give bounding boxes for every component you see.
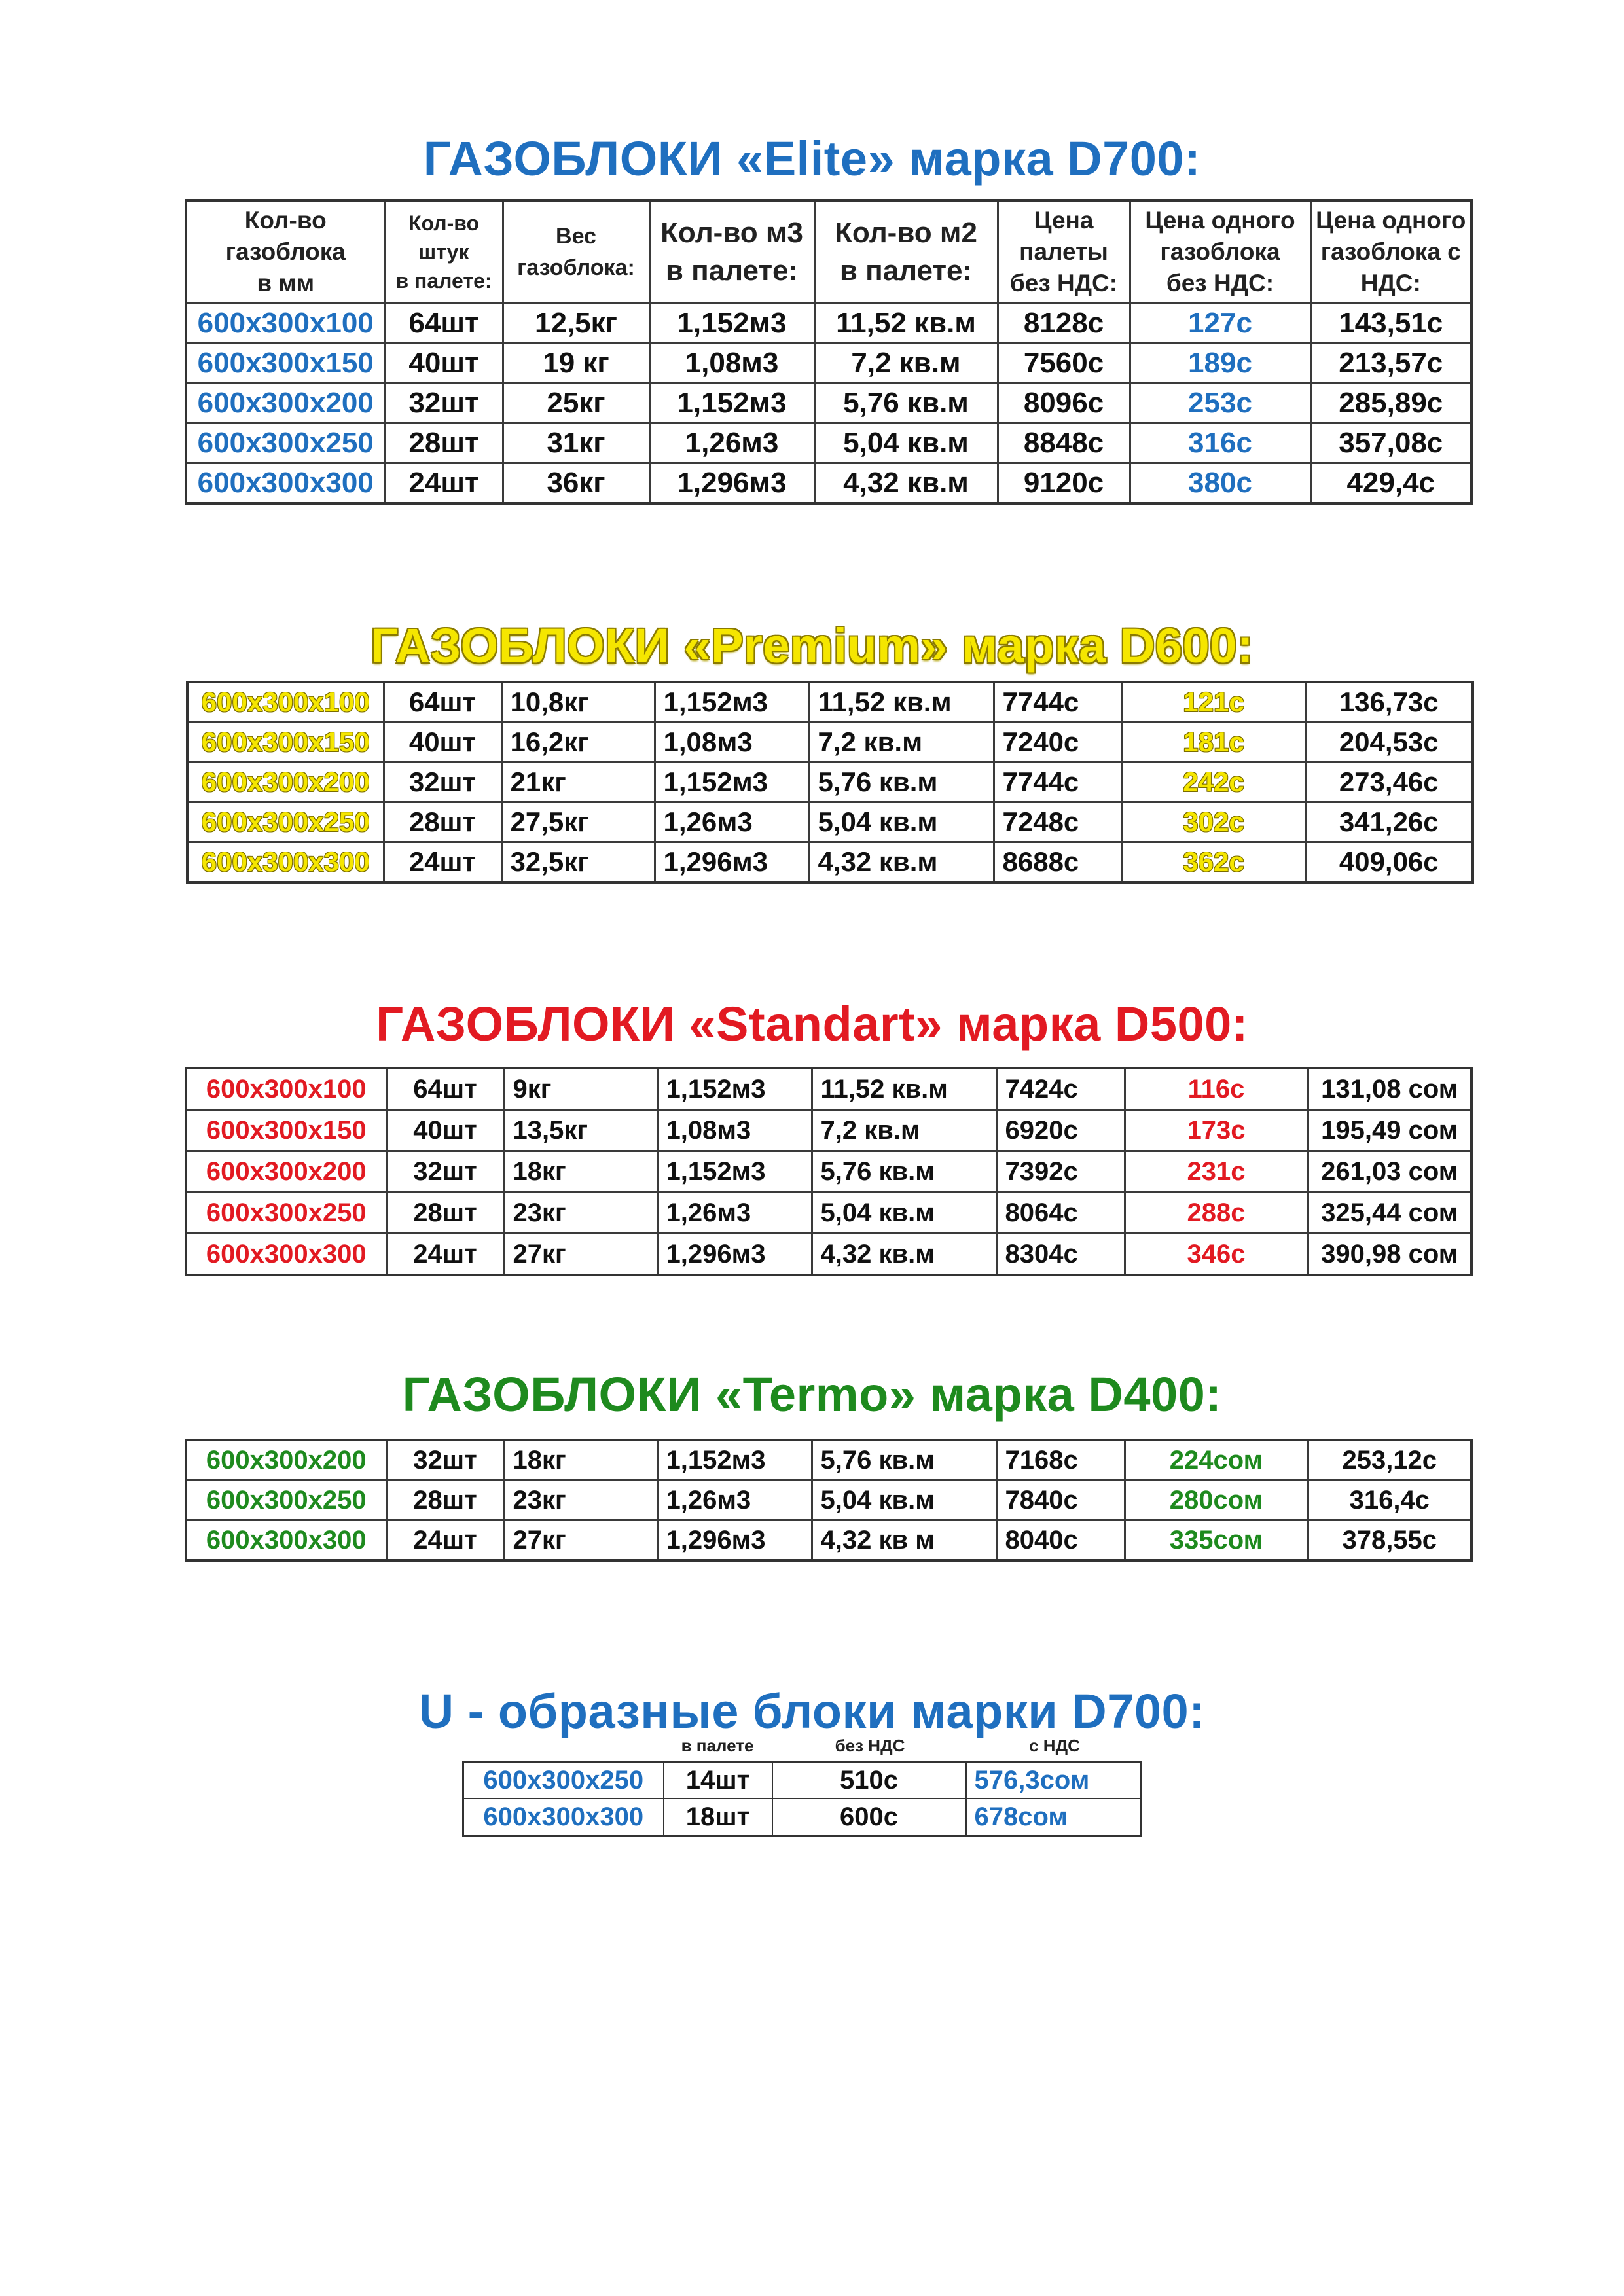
cell-area: 5,04 кв.м — [812, 1193, 996, 1234]
cell-area: 5,04 кв.м — [812, 1480, 996, 1520]
cell-size: 600x300x150 — [187, 723, 384, 762]
cell-area: 11,52 кв.м — [814, 304, 998, 344]
standart-title: ГАЗОБЛОКИ «Standart» марка D500: — [376, 997, 1248, 1051]
cell-pieces: 32шт — [385, 384, 503, 423]
cell-size: 600x300x300 — [186, 1520, 386, 1561]
cell-area: 4,32 кв.м — [812, 1234, 996, 1276]
cell-unit-price-vat: 357,08с — [1310, 423, 1471, 463]
cell-size: 600x300x100 — [187, 682, 384, 723]
cell-pieces: 64шт — [385, 304, 503, 344]
cell-unit-price: 280сом — [1125, 1480, 1308, 1520]
table-row — [186, 1480, 1471, 1520]
cell-pallet-price: 9120с — [998, 463, 1130, 504]
cell-volume: 1,08м3 — [655, 723, 809, 762]
cell-unit-price-vat: 390,98 сом — [1308, 1234, 1471, 1276]
table-row — [186, 1110, 1471, 1151]
u-blocks-title: U - образные блоки марки D700: — [418, 1684, 1206, 1738]
cell-volume: 1,296м3 — [649, 463, 814, 504]
cell-unit-price: 316с — [1130, 423, 1310, 463]
cell-pallet-price: 7424с — [996, 1068, 1125, 1110]
u-header-vat: с НДС — [1029, 1736, 1080, 1755]
cell-unit-price: 302с — [1122, 802, 1305, 842]
cell-unit-price-vat: 204,53с — [1305, 723, 1473, 762]
cell-pallet-price: 8304с — [996, 1234, 1125, 1276]
cell-unit-price-vat: 253,12с — [1308, 1440, 1471, 1480]
cell-price-no-vat: 600с — [772, 1799, 966, 1836]
cell-unit-price-vat: 325,44 сом — [1308, 1193, 1471, 1234]
cell-size: 600x300x300 — [186, 463, 385, 504]
cell-size: 600x300x200 — [186, 1151, 386, 1193]
cell-volume: 1,26м3 — [649, 423, 814, 463]
cell-pallet-price: 8688с — [994, 842, 1122, 883]
header-unit-price-vat: Цена одного газоблока с НДС: — [1310, 200, 1471, 304]
cell-volume: 1,152м3 — [657, 1068, 812, 1110]
table-row — [186, 423, 1471, 463]
cell-size: 600x300x150 — [186, 1110, 386, 1151]
cell-size: 600x300x250 — [186, 1480, 386, 1520]
cell-pallet-price: 7840с — [996, 1480, 1125, 1520]
cell-area: 7,2 кв.м — [814, 344, 998, 384]
header-unit-price-no-vat: Цена одного газоблока без НДС: — [1130, 200, 1310, 304]
cell-weight: 13,5кг — [504, 1110, 657, 1151]
header-pieces: Кол-во штук в палете: — [385, 200, 503, 304]
cell-pieces: 24шт — [384, 842, 501, 883]
cell-size: 600x300x100 — [186, 304, 385, 344]
cell-area: 4,32 кв м — [812, 1520, 996, 1561]
header-size: Кол-во газоблока в мм — [186, 200, 385, 304]
cell-weight: 19 кг — [503, 344, 649, 384]
table-row — [186, 344, 1471, 384]
cell-volume: 1,26м3 — [655, 802, 809, 842]
cell-pieces: 18шт — [664, 1799, 772, 1836]
cell-unit-price: 231с — [1125, 1151, 1308, 1193]
cell-pallet-price: 8128с — [998, 304, 1130, 344]
table-row — [186, 1068, 1471, 1110]
premium-price-table — [186, 681, 1474, 884]
u-header-pallet: в палете — [681, 1736, 754, 1755]
cell-pieces: 28шт — [386, 1480, 504, 1520]
table-row — [186, 304, 1471, 344]
header-weight: Вес газоблока: — [503, 200, 649, 304]
cell-size: 600x300x300 — [187, 842, 384, 883]
cell-unit-price: 362с — [1122, 842, 1305, 883]
cell-size: 600x300x200 — [186, 1440, 386, 1480]
cell-size: 600x300x200 — [186, 384, 385, 423]
cell-pallet-price: 7240с — [994, 723, 1122, 762]
table-row — [463, 1762, 1142, 1799]
cell-weight: 16,2кг — [501, 723, 655, 762]
cell-weight: 32,5кг — [501, 842, 655, 883]
table-row — [186, 1151, 1471, 1193]
cell-price-vat: 576,3сом — [966, 1762, 1142, 1799]
cell-pieces: 40шт — [386, 1110, 504, 1151]
elite-title: ГАЗОБЛОКИ «Elite» марка D700: — [423, 132, 1201, 186]
cell-unit-price-vat: 213,57с — [1310, 344, 1471, 384]
table-row — [186, 1520, 1471, 1561]
cell-unit-price-vat: 341,26с — [1305, 802, 1473, 842]
cell-volume: 1,152м3 — [649, 384, 814, 423]
cell-price-vat: 678сом — [966, 1799, 1142, 1836]
cell-size: 600x300x250 — [187, 802, 384, 842]
cell-area: 5,04 кв.м — [814, 423, 998, 463]
cell-area: 5,76 кв.м — [812, 1151, 996, 1193]
cell-pieces: 32шт — [386, 1440, 504, 1480]
cell-unit-price: 127с — [1130, 304, 1310, 344]
cell-pieces: 24шт — [386, 1234, 504, 1276]
table-row — [187, 842, 1473, 883]
cell-volume: 1,152м3 — [655, 682, 809, 723]
table-row — [463, 1799, 1142, 1836]
cell-volume: 1,26м3 — [657, 1193, 812, 1234]
cell-volume: 1,296м3 — [657, 1520, 812, 1561]
cell-weight: 27,5кг — [501, 802, 655, 842]
cell-weight: 36кг — [503, 463, 649, 504]
cell-weight: 21кг — [501, 762, 655, 802]
cell-unit-price: 121с — [1122, 682, 1305, 723]
cell-weight: 23кг — [504, 1193, 657, 1234]
table-row — [186, 384, 1471, 423]
cell-pieces: 28шт — [385, 423, 503, 463]
cell-pallet-price: 7168с — [996, 1440, 1125, 1480]
cell-unit-price-vat: 429,4с — [1310, 463, 1471, 504]
termo-price-table — [185, 1439, 1473, 1562]
cell-pallet-price: 8848с — [998, 423, 1130, 463]
cell-unit-price-vat: 143,51с — [1310, 304, 1471, 344]
cell-area: 11,52 кв.м — [809, 682, 994, 723]
cell-area: 5,04 кв.м — [809, 802, 994, 842]
cell-area: 5,76 кв.м — [812, 1440, 996, 1480]
cell-pallet-price: 7744с — [994, 762, 1122, 802]
cell-unit-price: 181с — [1122, 723, 1305, 762]
cell-unit-price-vat: 409,06с — [1305, 842, 1473, 883]
cell-pallet-price: 7392с — [996, 1151, 1125, 1193]
cell-pieces: 32шт — [386, 1151, 504, 1193]
cell-size: 600x300x250 — [186, 1193, 386, 1234]
cell-unit-price: 346с — [1125, 1234, 1308, 1276]
cell-unit-price: 253с — [1130, 384, 1310, 423]
cell-pallet-price: 8040с — [996, 1520, 1125, 1561]
table-row — [186, 1440, 1471, 1480]
header-volume: Кол-во м3 в палете: — [649, 200, 814, 304]
cell-pallet-price: 8096с — [998, 384, 1130, 423]
cell-size: 600x300x100 — [186, 1068, 386, 1110]
cell-weight: 27кг — [504, 1234, 657, 1276]
cell-volume: 1,152м3 — [657, 1151, 812, 1193]
header-area: Кол-во м2 в палете: — [814, 200, 998, 304]
table-row — [186, 1193, 1471, 1234]
table-row — [187, 723, 1473, 762]
cell-weight: 27кг — [504, 1520, 657, 1561]
cell-unit-price-vat: 316,4с — [1308, 1480, 1471, 1520]
cell-area: 4,32 кв.м — [809, 842, 994, 883]
u-blocks-price-table — [462, 1761, 1142, 1837]
cell-weight: 31кг — [503, 423, 649, 463]
cell-weight: 25кг — [503, 384, 649, 423]
cell-pieces: 28шт — [384, 802, 501, 842]
cell-size: 600x300x250 — [186, 423, 385, 463]
cell-pallet-price: 7560с — [998, 344, 1130, 384]
premium-title: ГАЗОБЛОКИ «Premium» марка D600: — [370, 619, 1254, 673]
cell-unit-price-vat: 285,89с — [1310, 384, 1471, 423]
cell-unit-price: 288с — [1125, 1193, 1308, 1234]
cell-size: 600x300x150 — [186, 344, 385, 384]
cell-size: 600x300x300 — [186, 1234, 386, 1276]
cell-volume: 1,152м3 — [655, 762, 809, 802]
cell-pallet-price: 7744с — [994, 682, 1122, 723]
cell-unit-price-vat: 195,49 сом — [1308, 1110, 1471, 1151]
table-row — [186, 463, 1471, 504]
u-header-no-vat: без НДС — [835, 1736, 905, 1755]
cell-weight: 18кг — [504, 1440, 657, 1480]
cell-weight: 10,8кг — [501, 682, 655, 723]
cell-pieces: 64шт — [386, 1068, 504, 1110]
cell-pieces: 32шт — [384, 762, 501, 802]
standart-price-table — [185, 1067, 1473, 1276]
cell-unit-price-vat: 273,46с — [1305, 762, 1473, 802]
cell-volume: 1,08м3 — [657, 1110, 812, 1151]
elite-price-table — [185, 199, 1473, 505]
cell-area: 7,2 кв.м — [812, 1110, 996, 1151]
cell-pieces: 64шт — [384, 682, 501, 723]
cell-pieces: 40шт — [384, 723, 501, 762]
cell-pieces: 28шт — [386, 1193, 504, 1234]
cell-pieces: 24шт — [386, 1520, 504, 1561]
cell-unit-price-vat: 261,03 сом — [1308, 1151, 1471, 1193]
cell-unit-price: 116с — [1125, 1068, 1308, 1110]
table-row — [187, 802, 1473, 842]
cell-area: 5,76 кв.м — [814, 384, 998, 423]
cell-pallet-price: 6920с — [996, 1110, 1125, 1151]
cell-price-no-vat: 510с — [772, 1762, 966, 1799]
cell-volume: 1,26м3 — [657, 1480, 812, 1520]
cell-pallet-price: 7248с — [994, 802, 1122, 842]
cell-pallet-price: 8064с — [996, 1193, 1125, 1234]
table-header-row — [186, 200, 1471, 304]
cell-weight: 23кг — [504, 1480, 657, 1520]
cell-weight: 18кг — [504, 1151, 657, 1193]
cell-weight: 9кг — [504, 1068, 657, 1110]
cell-area: 5,76 кв.м — [809, 762, 994, 802]
cell-volume: 1,152м3 — [649, 304, 814, 344]
cell-size: 600x300x200 — [187, 762, 384, 802]
cell-area: 4,32 кв.м — [814, 463, 998, 504]
cell-unit-price: 380с — [1130, 463, 1310, 504]
cell-volume: 1,296м3 — [655, 842, 809, 883]
cell-pieces: 24шт — [385, 463, 503, 504]
cell-unit-price-vat: 136,73с — [1305, 682, 1473, 723]
cell-volume: 1,152м3 — [657, 1440, 812, 1480]
table-row — [186, 1234, 1471, 1276]
cell-unit-price: 189с — [1130, 344, 1310, 384]
cell-pieces: 40шт — [385, 344, 503, 384]
cell-unit-price-vat: 378,55с — [1308, 1520, 1471, 1561]
table-row — [187, 762, 1473, 802]
cell-unit-price: 224сом — [1125, 1440, 1308, 1480]
table-row — [187, 682, 1473, 723]
cell-volume: 1,08м3 — [649, 344, 814, 384]
cell-unit-price: 242с — [1122, 762, 1305, 802]
cell-area: 11,52 кв.м — [812, 1068, 996, 1110]
cell-pieces: 14шт — [664, 1762, 772, 1799]
cell-volume: 1,296м3 — [657, 1234, 812, 1276]
cell-unit-price: 335сом — [1125, 1520, 1308, 1561]
header-pallet-price: Цена палеты без НДС: — [998, 200, 1130, 304]
termo-title: ГАЗОБЛОКИ «Termo» марка D400: — [402, 1367, 1222, 1422]
cell-size: 600x300x250 — [463, 1762, 664, 1799]
cell-unit-price: 173с — [1125, 1110, 1308, 1151]
cell-unit-price-vat: 131,08 сом — [1308, 1068, 1471, 1110]
cell-weight: 12,5кг — [503, 304, 649, 344]
cell-size: 600x300x300 — [463, 1799, 664, 1836]
cell-area: 7,2 кв.м — [809, 723, 994, 762]
